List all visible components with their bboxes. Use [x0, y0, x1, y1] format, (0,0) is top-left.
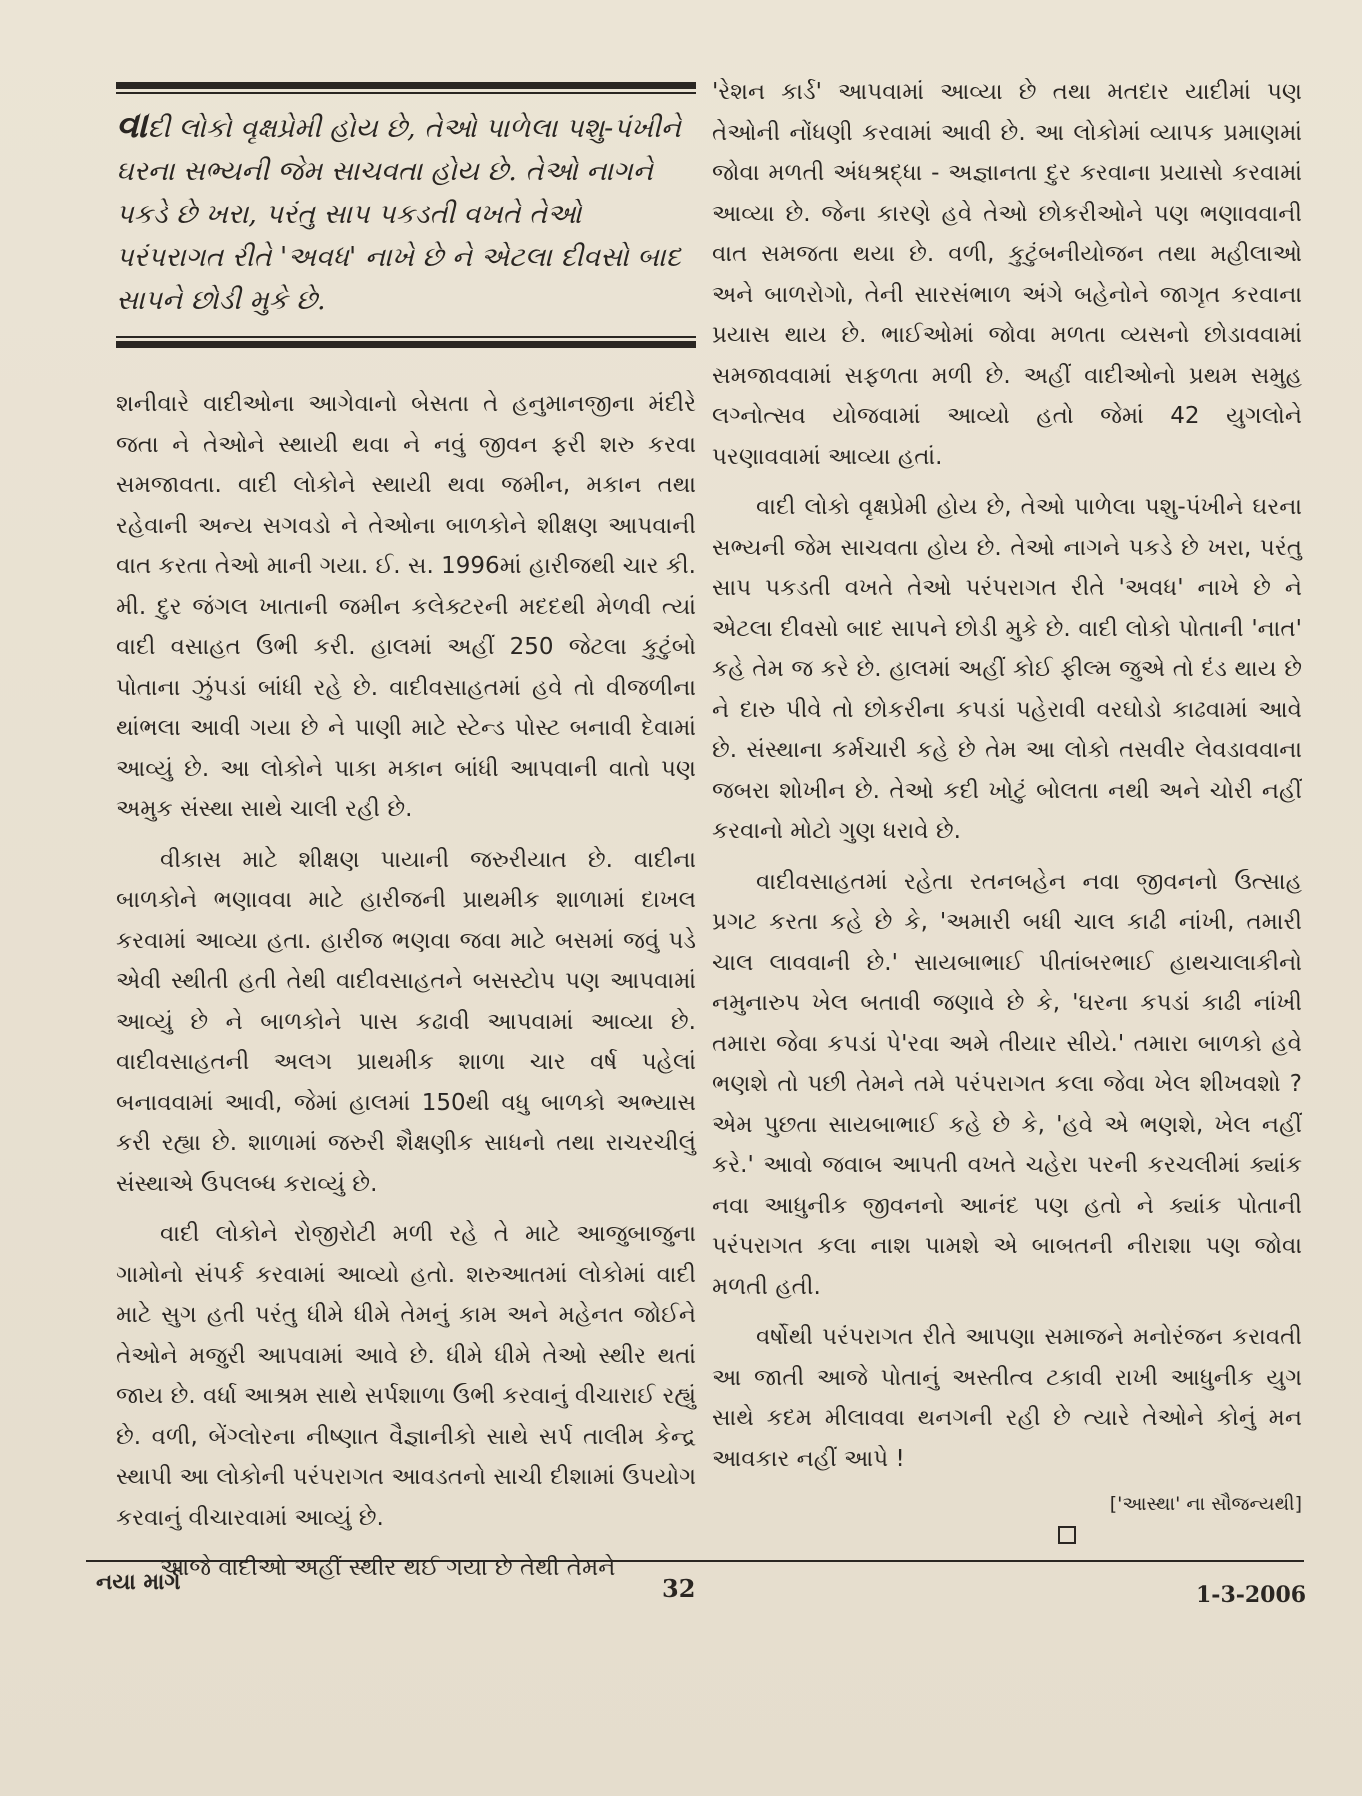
- paragraph: વર્ષોથી પરંપરાગત રીતે આપણા સમાજને મનોરંજન કરાવતી આ જાતી આજે પોતાનું અસ્તીત્વ ટકાવી રાખી આધુનીક યુગ સાથે કદમ મીલાવવા થનગની રહી છે ત્યારે તેઓને કોનું મન આવકાર નહીં આપે !: [712, 1324, 1302, 1472]
- pull-quote-text-block: [116, 94, 696, 322]
- paragraph: આજે વાદીઓ અહીં સ્થીર થઈ ગયા છે તેથી તેમને: [160, 1555, 616, 1581]
- paragraph: શનીવારે વાદીઓના આગેવાનો બેસતા તે હનુમાનજીના મંદીરે જતા ને તેઓને સ્થાયી થવા ને નવું જીવન ફરી શરુ કરવા સમજાવતા. વાદી લોકોને સ્થાયી થવા જમીન, મકાન તથા રહેવાની અન્ય સગવડો ને તેઓના બાળકોને શીક્ષણ આપવાની વાત કરતા તેઓ માની ગયા. ઈ. સ. 1996માં હારીજથી ચાર કી. મી. દુર જંગલ ખાતાની જમીન કલેક્ટરની મદદથી મેળવી ત્યાં વાદી વસાહત ઉભી કરી. હાલમાં અહીં 250 જેટલા કુટુંબો પોતાના ઝુંપડાં બાંધી રહે છે. વાદીવસાહતમાં હવે તો વીજળીના થાંભલા આવી ગયા છે ને પાણી માટે સ્ટેન્ડ પોસ્ટ બનાવી દેવામાં આવ્યું છે. આ લોકોને પાકા મકાન બાંધી આપવાની વાતો પણ અમુક સંસ્થા સાથે ચાલી રહી છે.: [116, 391, 696, 822]
- paragraph: 'રેશન કાર્ડ' આપવામાં આવ્યા છે તથા મતદાર યાદીમાં પણ તેઓની નોંધણી કરવામાં આવી છે. આ લોકોમાં વ્યાપક પ્રમાણમાં જોવા મળતી અંધશ્રદ્ધા - અજ્ઞાનતા દુર કરવાના પ્રયાસો કરવામાં આવ્યા છે. જેના કારણે હવે તેઓ છોકરીઓને પણ ભણાવવાની વાત સમજતા થયા છે. વળી, કુટુંબનીયોજન તથા મહીલાઓ અને બાળરોગો, તેની સારસંભાળ અંગે બહેનોને જાગૃત કરવાના પ્રયાસ થાય છે. ભાઈઓમાં જોવા મળતા વ્યસનો છોડાવવામાં સમજાવવામાં સફળતા મળી છે. અહીં વાદીઓનો પ્રથમ સમુહ લગ્નોત્સવ યોજવામાં આવ્યો હતો જેમાં 42 યુગલોને પરણાવવામાં આવ્યા હતાં.: [712, 79, 1302, 470]
- issue-date: 1-3-2006: [1196, 1582, 1307, 1608]
- pull-quote-rule-bottom: [116, 341, 696, 348]
- publication-name: નયા માર્ગ: [96, 1570, 181, 1595]
- end-square-icon: [1058, 1526, 1076, 1544]
- end-mark: [712, 1525, 1302, 1550]
- pull-quote-rule-top: [116, 82, 696, 89]
- drop-cap: વા: [116, 104, 148, 146]
- pull-quote-rule-bottom-thin: [116, 336, 696, 338]
- paragraph: વાદીવસાહતમાં રહેતા રતનબહેન નવા જીવનનો ઉત્સાહ પ્રગટ કરતા કહે છે કે, 'અમારી બધી ચાલ કાઢી નાંખી, તમારી ચાલ લાવવાની છે.' સાયબાભાઈ પીતાંબરભાઈ હાથચાલાકીનો નમુનારુપ ખેલ બતાવી જણાવે છે કે, 'ઘરના કપડાં કાઢી નાંખી તમારા જેવા કપડાં પે'રવા અમે તીયાર સીયે.' તમારા બાળકો હવે ભણશે તો પછી તેમને તમે પરંપરાગત કલા જેવા ખેલ શીખવશો ? એમ પુછતા સાયબાભાઈ કહે છે કે, 'હવે એ ભણશે, ખેલ નહીં કરે.' આવો જવાબ આપતી વખતે ચહેરા પરની કરચલીમાં ક્યાંક નવા આધુનીક જીવનનો આનંદ પણ હતો ને ક્યાંક પોતાની પરંપરાગત કલા નાશ પામશે એ બાબતની નીરાશા પણ જોવા મળતી હતી.: [712, 868, 1302, 1300]
- footer-rule: [86, 1560, 1304, 1562]
- source-credit: ['આસ્થા' ના સૌજન્યથી]: [1109, 1493, 1302, 1515]
- paragraph: વાદી લોકોને રોજીરોટી મળી રહે તે માટે આજુબાજુના ગામોનો સંપર્ક કરવામાં આવ્યો હતો. શરુઆતમાં લોકોમાં વાદી માટે સુગ હતી પરંતુ ધીમે ધીમે તેમનું કામ અને મહેનત જોઈને તેઓને મજુરી આપવામાં આવે છે. ધીમે ધીમે તેઓ સ્થીર થતાં જાય છે. વર્ધા આશ્રમ સાથે સર્પશાળા ઉભી કરવાનું વીચારાઈ રહ્યું છે. વળી, બેંગ્લોરના નીષ્ણાત વૈજ્ઞાનીકો સાથે સર્પ તાલીમ કેન્દ્ર સ્થાપી આ લોકોની પરંપરાગત આવડતનો સાચી દીશામાં ઉપયોગ કરવાનું વીચારવામાં આવ્યું છે.: [116, 1221, 696, 1531]
- paragraph: વાદી લોકો વૃક્ષપ્રેમી હોય છે, તેઓ પાળેલા પશુ-પંખીને ઘરના સભ્યની જેમ સાચવતા હોય છે. તેઓ નાગને પકડે છે ખરા, પરંતુ સાપ પકડતી વખતે તેઓ પરંપરાગત રીતે 'અવધ' નાખે છે ને એટલા દીવસો બાદ સાપને છોડી મુકે છે. વાદી લોકો પોતાની 'નાત' કહે તેમ જ કરે છે. હાલમાં અહીં કોઈ ફીલ્મ જુએ તો દંડ થાય છે ને દારુ પીવે તો છોકરીના કપડાં પહેરાવી વરઘોડો કાઢવામાં આવે છે. સંસ્થાના કર્મચારી કહે છે તેમ આ લોકો તસવીર લેવડાવવાના જબરા શોખીન છે. તેઓ કદી ખોટું બોલતા નથી અને ચોરી નહીં કરવાનો મોટો ગુણ ધરાવે છે.: [712, 494, 1302, 844]
- paragraph: વીકાસ માટે શીક્ષણ પાયાની જરુરીયાત છે. વાદીના બાળકોને ભણાવવા માટે હારીજની પ્રાથમીક શાળામાં દાખલ કરવામાં આવ્યા હતા. હારીજ ભણવા જવા માટે બસમાં જવું પડે એવી સ્થીતી હતી તેથી વાદીવસાહતને બસસ્ટોપ પણ આપવામાં આવ્યું છે ને બાળકોને પાસ કઢાવી આપવામાં આવ્યા છે. વાદીવસાહતની અલગ પ્રાથમીક શાળા ચાર વર્ષ પહેલાં બનાવવામાં આવી, જેમાં હાલમાં 150થી વધુ બાળકો અભ્યાસ કરી રહ્યા છે. શાળામાં જરુરી શૈક્ષણીક સાધનો તથા રાચરચીલું સંસ્થાએ ઉપલબ્ધ કરાવ્યું છે.: [116, 846, 696, 1197]
- page-number: 32: [662, 1574, 696, 1603]
- pull-quote: [116, 66, 696, 372]
- right-column: [712, 72, 1302, 1550]
- pull-quote-text: દી લોકો વૃક્ષપ્રેમી હોય છે, તેઓ પાળેલા પશુ-પંખીને ઘરના સભ્યની જેમ સાચવતા હોય છે. તેઓ નાગને પકડે છે ખરા, પરંતુ સાપ પકડતી વખતે તેઓ પરંપરાગત રીતે 'અવધ' નાખે છે ને એટલા દીવસો બાદ સાપને છોડી મુકે છે.: [116, 113, 681, 316]
- left-column: [116, 66, 696, 1589]
